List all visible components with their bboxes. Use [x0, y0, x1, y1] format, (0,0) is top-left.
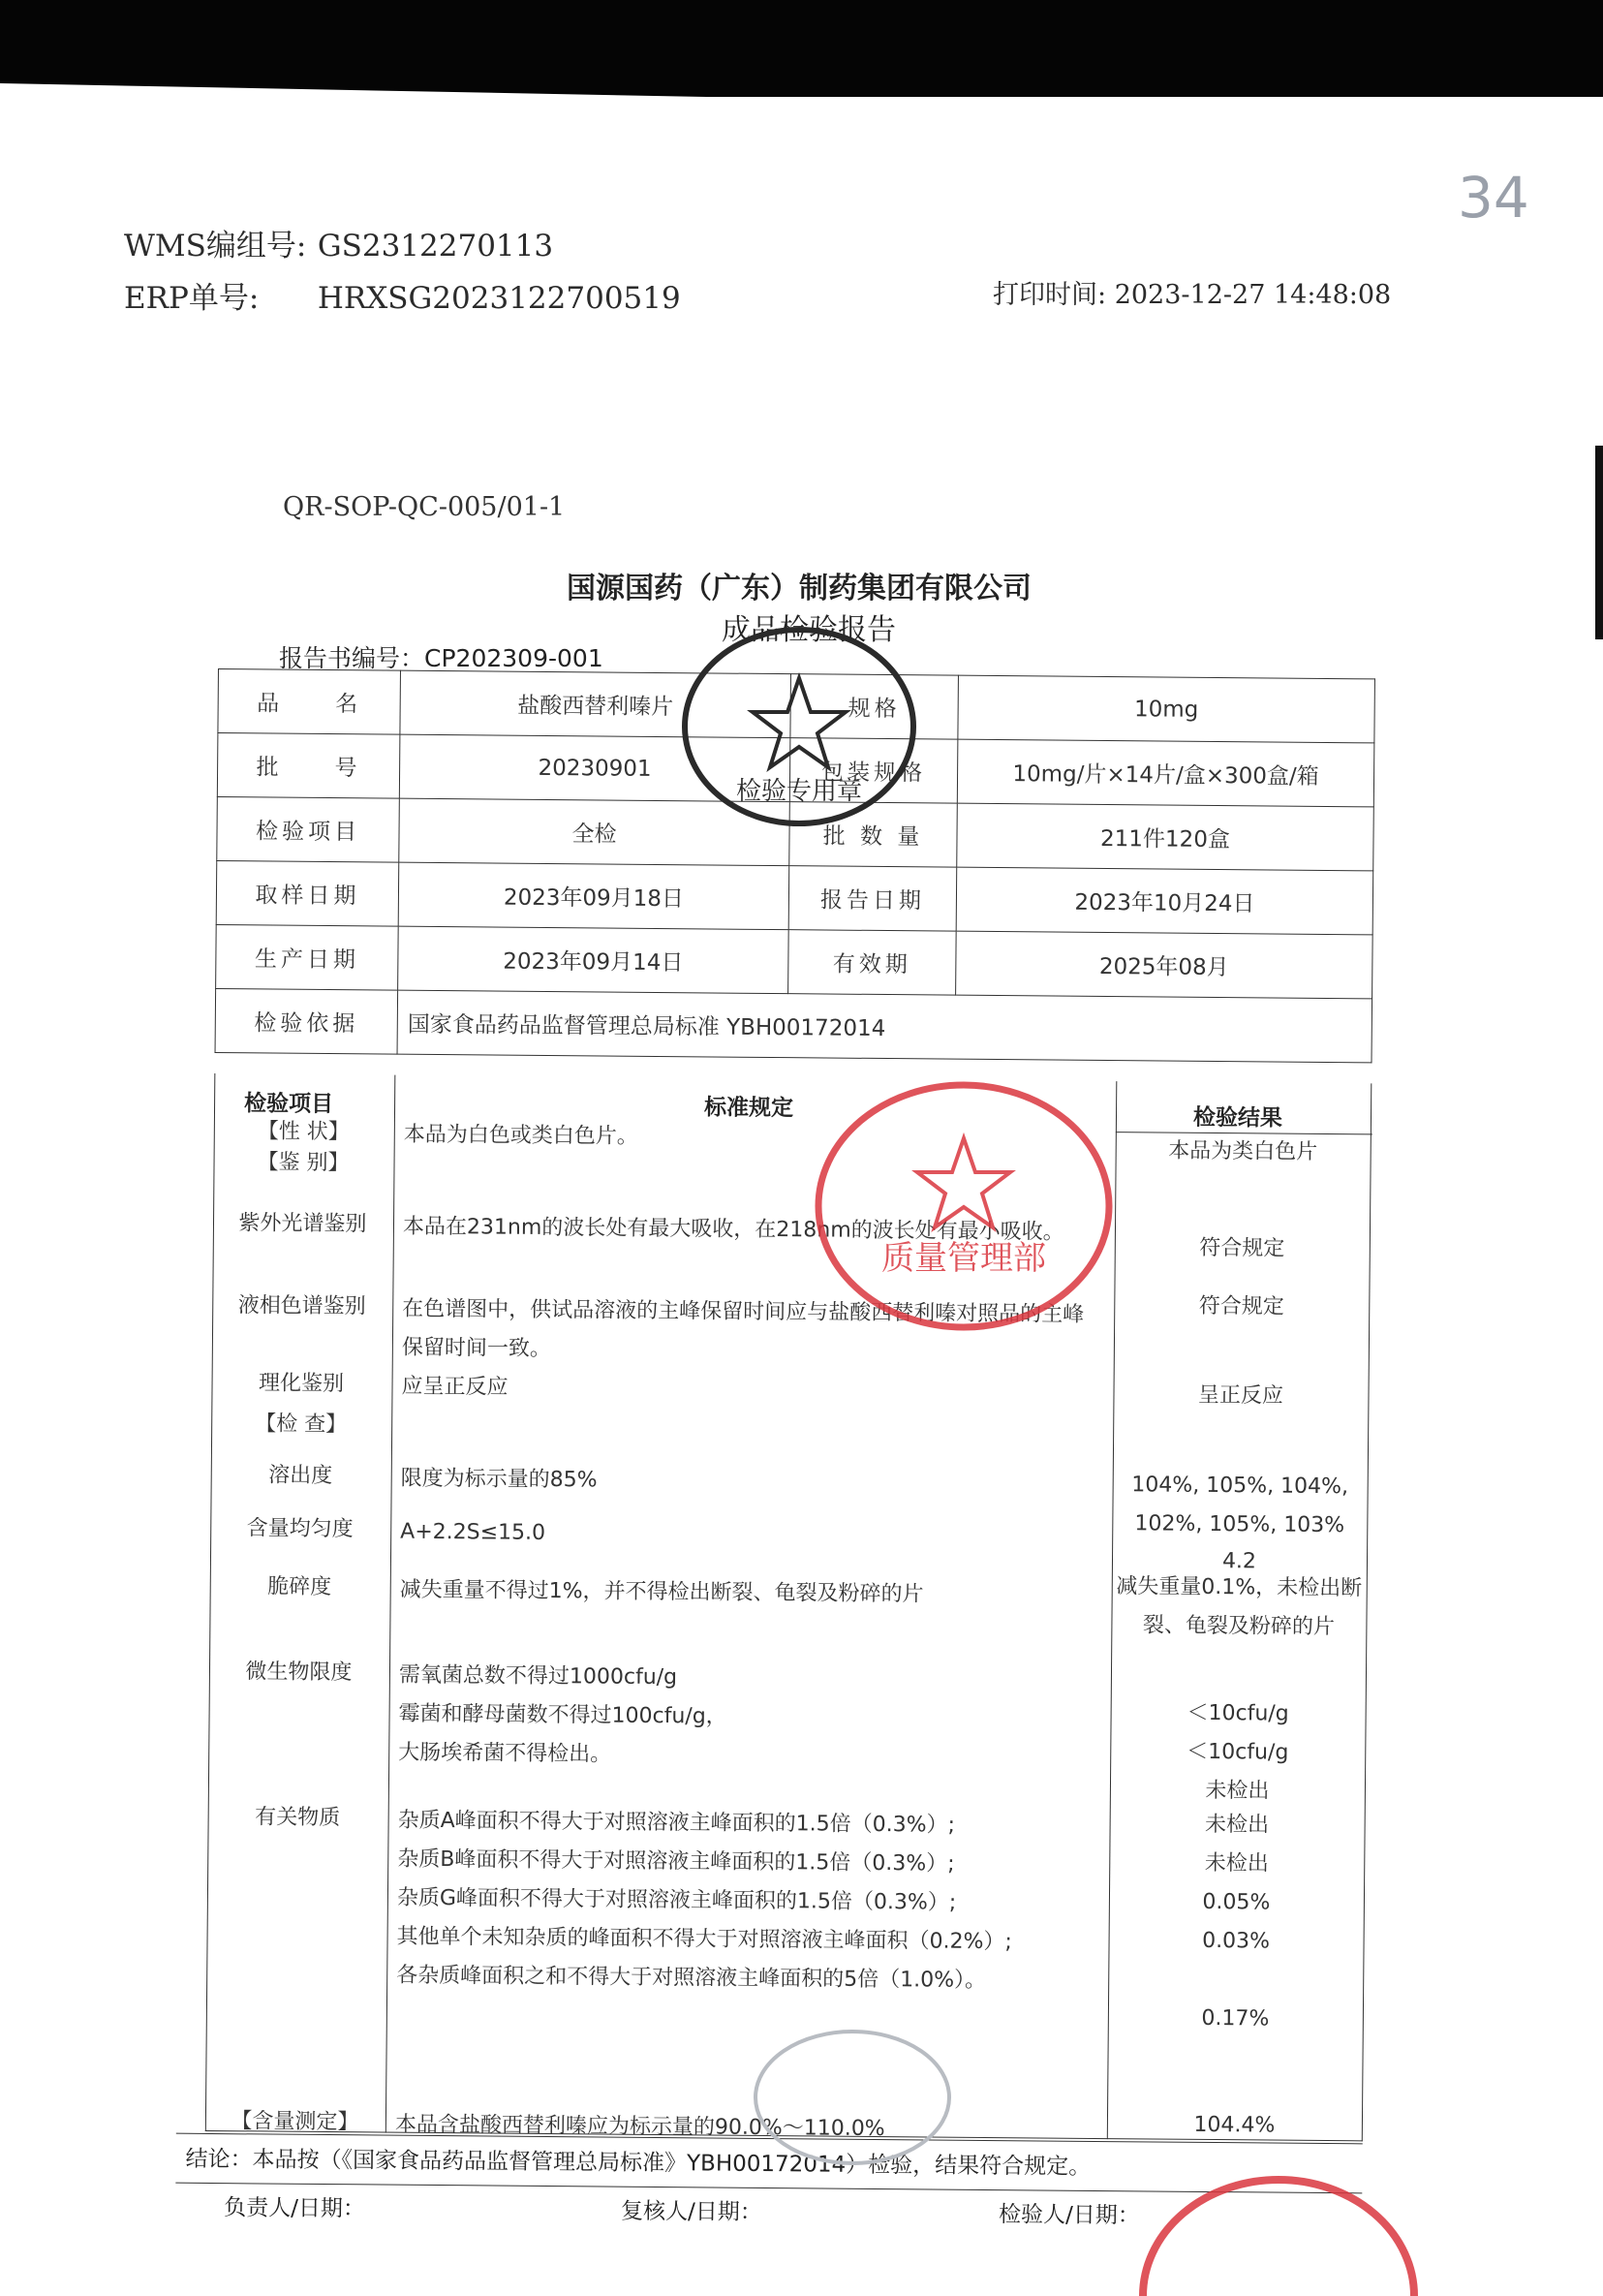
info-row [216, 860, 1373, 934]
erp-value: HRXSG2023122700519 [317, 281, 681, 316]
test-item: 微生物限度 [245, 1660, 353, 1686]
reviewer-signature-label: 复核人/日期： [621, 2198, 762, 2225]
qc-stamp-text: 检验专用章 [735, 777, 863, 806]
qty-label: 批 数 量 [789, 802, 958, 868]
report-number-label: 报告书编号： [279, 644, 425, 672]
test-result: 符合规定 [1198, 1293, 1284, 1319]
col-header-standard: 标准规定 [703, 1095, 794, 1122]
test-result: 本品为类白色片 [1168, 1138, 1318, 1164]
test-item: 液相色谱鉴别 [237, 1293, 366, 1319]
report-number-value: CP202309-001 [424, 644, 603, 672]
batch-label: 批 号 [217, 733, 400, 799]
name-value: 盐酸西替利嗪片 [400, 670, 791, 738]
document-code: QR-SOP-QC-005/01-1 [283, 492, 566, 522]
test-item: 脆碎度 [267, 1574, 332, 1600]
test-standard: A+2.2S≤15.0 [400, 1519, 546, 1545]
print-time-label: 打印时间: [993, 280, 1107, 310]
report-date-label: 报告日期 [788, 866, 957, 932]
batch-value: 20230901 [399, 734, 790, 802]
info-row [216, 924, 1373, 998]
col-header-result: 检验结果 [1192, 1104, 1283, 1132]
test-result: 呈正反应 [1197, 1382, 1284, 1409]
responsible-signature-label: 负责人/日期： [224, 2195, 365, 2222]
red-stamp-text: 质量管理部 [881, 1239, 1046, 1278]
report-sheet [185, 668, 1375, 2229]
pack-label: 包装规格 [789, 738, 958, 804]
expiry-value: 2025年08月 [956, 931, 1373, 999]
spec-value: 10mg [958, 675, 1375, 743]
prod-date-value: 2023年09月14日 [398, 926, 789, 994]
scan-edge-shadow [1595, 446, 1603, 639]
handwritten-margin-note: 34 [1458, 165, 1529, 231]
item-value: 全检 [399, 798, 790, 866]
qc-inspection-stamp [673, 620, 925, 833]
faint-grey-stamp [746, 2025, 959, 2170]
test-standard: 杂质A峰面积不得大于对照溶液主峰面积的1.5倍（0.3%）; 杂质B峰面积不得大于对照溶液主峰面积的1.5倍（0.3%）; 杂质G峰面积不得大于对照溶液主峰面积的1.5倍（0.3%）; 其他单个未知杂质的峰面积不得大于对照溶液主峰面积（0.2%）; 各杂质峰面积之和不得大于对照溶液主峰面积的5倍（1.0%）。 [396, 1808, 1012, 1993]
scan-dark-border [0, 0, 1603, 97]
test-item: 理化鉴别 [258, 1371, 345, 1397]
test-result: 减失重量0.1%，未检出断裂、龟裂及粉碎的片 [1116, 1574, 1363, 1640]
wms-row [124, 221, 553, 264]
test-item: 【检 查】 [255, 1412, 348, 1438]
company-name: 国源国药（广东）制药集团有限公司 [567, 572, 1032, 605]
test-item: 有关物质 [255, 1805, 341, 1831]
name-label: 品 名 [218, 669, 401, 735]
bottom-red-stamp [1133, 2151, 1424, 2296]
report-title: 成品检验报告 [722, 613, 896, 647]
basis-value: 国家食品药品监督管理总局标准 YBH00172014 [397, 990, 1372, 1063]
sample-date-label: 取样日期 [216, 860, 399, 926]
test-item: 【性 状】 [257, 1119, 350, 1145]
test-result: 4.2 [1221, 1549, 1257, 1574]
erp-row [124, 273, 681, 317]
print-time-value: 2023-12-27 14:48:08 [1114, 280, 1392, 310]
test-item: 含量均匀度 [246, 1516, 354, 1542]
print-time-row [993, 273, 1391, 311]
expiry-label: 有效期 [788, 930, 957, 996]
pack-value: 10mg/片×14片/盒×300盒/箱 [957, 739, 1374, 807]
test-standard: 限度为标示量的85% [400, 1466, 598, 1493]
test-result: ＜10cfu/g ＜10cfu/g 未检出 [1187, 1700, 1289, 1804]
test-item: 溶出度 [268, 1463, 333, 1489]
test-standard: 本品为白色或类白色片。 [403, 1122, 638, 1149]
basis-label: 检验依据 [215, 988, 398, 1054]
test-standard: 本品在231nm的波长处有最大吸收，在218nm的波长处有最小吸收。 [402, 1214, 1064, 1245]
spec-label: 规格 [790, 674, 959, 740]
report-date-value: 2023年10月24日 [956, 867, 1373, 935]
info-row [215, 988, 1372, 1062]
test-item: 紫外光谱鉴别 [238, 1211, 367, 1237]
conclusion: 结论：本品按（《国家食品药品监督管理总局标准》YBH00172014）检验，结果符合规定。 [175, 2133, 1362, 2194]
sample-date-value: 2023年09月18日 [398, 862, 789, 930]
test-standard: 需氧菌总数不得过1000cfu/g 霉菌和酵母菌数不得过100cfu/g， 大肠埃希菌不得检出。 [398, 1662, 727, 1767]
prod-date-label: 生产日期 [216, 924, 399, 990]
test-result: 104.4% [1193, 2112, 1276, 2138]
test-standard: 应呈正反应 [401, 1374, 509, 1400]
item-label: 检验项目 [217, 796, 400, 862]
test-standard: 在色谱图中，供试品溶液的主峰保留时间应与盐酸西替利嗪对照品的主峰保留时间一致。 [401, 1296, 1085, 1362]
test-item: 【含量测定】 [231, 2109, 359, 2135]
col-header-item: 检验项目 [243, 1091, 334, 1118]
test-result: 未检出 未检出 0.05% 0.03% 0.17% [1201, 1812, 1271, 2032]
erp-label: ERP单号: [124, 281, 260, 316]
test-standard: 本品含盐酸西替利嗪应为标示量的90.0%～110.0% [394, 2112, 885, 2142]
test-result: 104%, 105%, 104%, 102%, 105%, 103% [1131, 1473, 1349, 1538]
qty-value: 211件120盒 [957, 803, 1374, 871]
test-standard: 减失重量不得过1%，并不得检出断裂、龟裂及粉碎的片 [399, 1577, 924, 1607]
inspector-signature-label: 检验人/日期： [998, 2202, 1140, 2229]
wms-label: WMS编组号: [124, 229, 307, 264]
test-item: 【鉴 别】 [257, 1150, 350, 1176]
quality-department-stamp [809, 1070, 1119, 1342]
test-result: 符合规定 [1199, 1235, 1285, 1261]
wms-value: GS2312270113 [317, 229, 554, 264]
